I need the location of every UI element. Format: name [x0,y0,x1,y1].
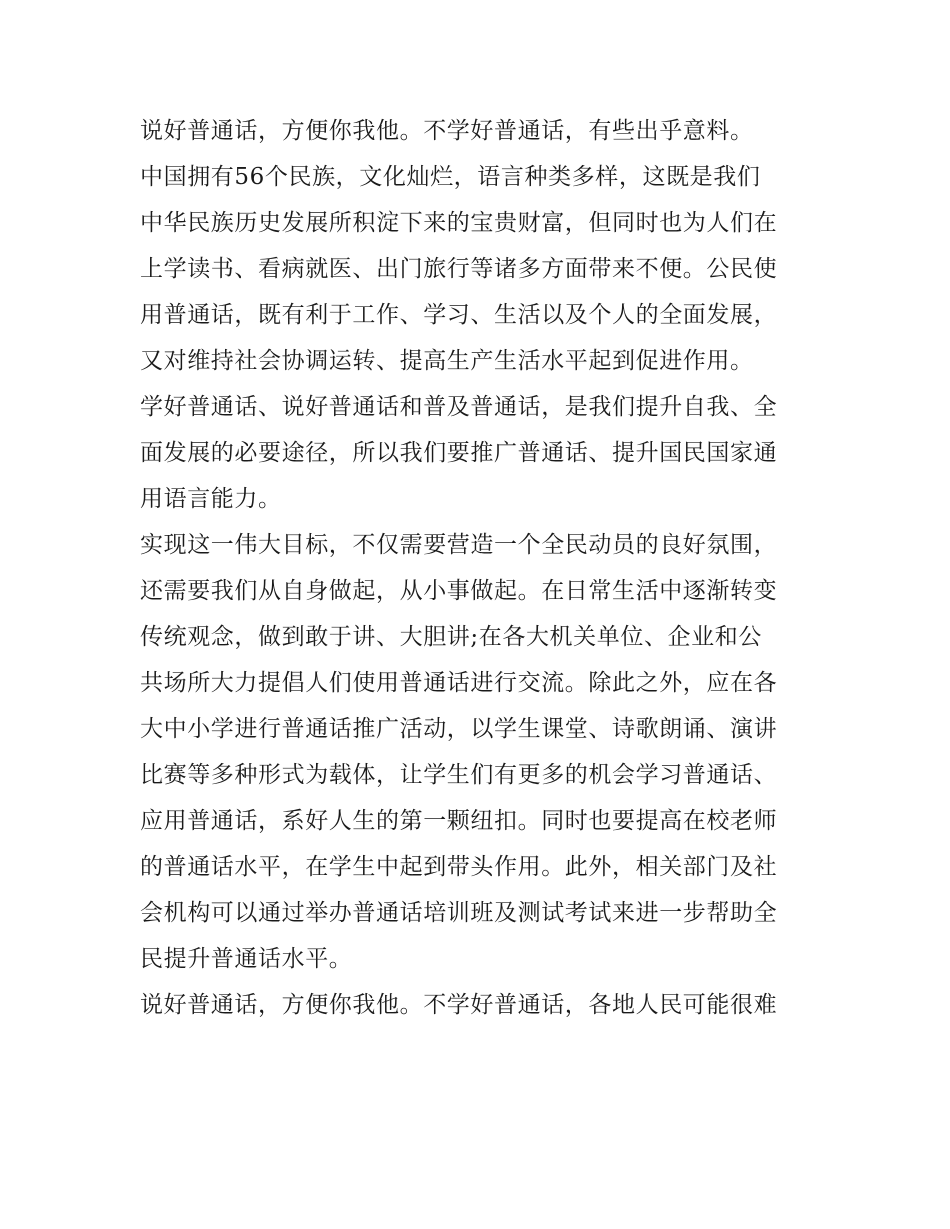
text-line: 学好普通话、说好普通话和普及普通话，是我们提升自我、全 [140,394,778,420]
text-line: 中国拥有56个民族，文化灿烂，语言种类多样，这既是我们 [140,164,761,190]
text-line: 共场所大力提倡人们使用普通话进行交流。除此之外，应在各 [140,670,778,696]
text-line: 的普通话水平，在学生中起到带头作用。此外，相关部门及社 [140,854,778,880]
text-line: 面发展的必要途径，所以我们要推广普通话、提升国民国家通 [140,440,778,466]
text-line: 上学读书、看病就医、出门旅行等诸多方面带来不便。公民使 [140,256,778,282]
text-line: 说好普通话，方便你我他。不学好普通话，有些出乎意料。 [140,118,754,144]
text-line: 中华民族历史发展所积淀下来的宝贵财富，但同时也为人们在 [140,210,778,236]
text-line: 用语言能力。 [140,486,282,512]
text-line: 民提升普通话水平。 [140,946,353,972]
text-line: 实现这一伟大目标，不仅需要营造一个全民动员的良好氛围， [140,532,778,558]
text-line: 比赛等多种形式为载体，让学生们有更多的机会学习普通话、 [140,762,778,788]
text-line: 大中小学进行普通话推广活动，以学生课堂、诗歌朗诵、演讲 [140,716,778,742]
text-line: 又对维持社会协调运转、提高生产生活水平起到促进作用。 [140,348,754,374]
text-line: 传统观念，做到敢于讲、大胆讲;在各大机关单位、企业和公 [140,624,762,650]
text-line: 说好普通话，方便你我他。不学好普通话，各地人民可能很难 [140,992,778,1018]
document-body [140,108,820,1028]
text-line: 应用普通话，系好人生的第一颗纽扣。同时也要提高在校老师 [140,808,778,834]
text-line: 还需要我们从自身做起，从小事做起。在日常生活中逐渐转变 [140,578,778,604]
text-line: 用普通话，既有利于工作、学习、生活以及个人的全面发展， [140,302,778,328]
text-line: 会机构可以通过举办普通话培训班及测试考试来进一步帮助全 [140,900,778,926]
